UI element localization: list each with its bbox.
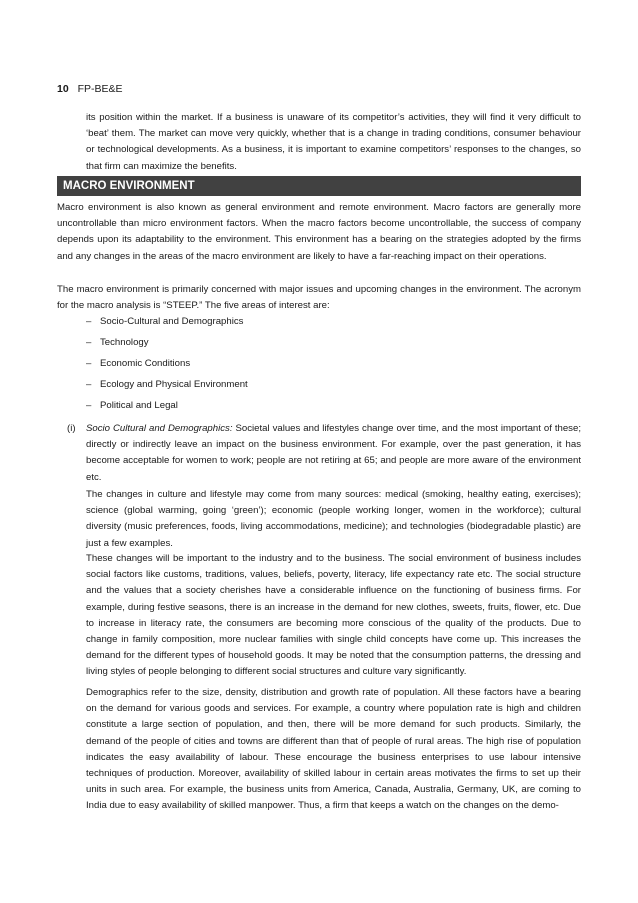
page-number: 10 [57,83,69,95]
list-item: – Technology [86,337,149,348]
section-heading-banner [57,176,581,196]
list-item: – Political and Legal [86,400,178,411]
culture-changes-paragraph: The changes in culture and lifestyle may come from many sources: medical (smoking, healthy eating, exercises); science (global warming, going ‘green’); economic (people working longer, women in the workforce); cultural diversity (music preferences, foods, living accommodations, medicine); and technologies (biodegradable plastic) are just a few examples. [86,489,581,549]
steep-intro-paragraph: The macro environment is primarily concerned with major issues and upcoming changes in the environment. The acronym for the macro analysis is “STEEP.” The five areas of interest are: [57,284,581,312]
list-item: – Ecology and Physical Environment [86,379,248,390]
item-text: Societal values and lifestyles change over time, and the most important of these; directly or indirectly leave an impact on the business environment. For example, over the past generation, it has become acceptable for women to work; people are not retiring at 65; and people are more aware of the environment etc. [86,423,581,483]
item-marker: (i) [67,423,76,434]
demographics-paragraph: Demographics refer to the size, density, distribution and growth rate of population. All these factors have a bearing on the demand for various goods and services. For example, a country where population rate is high and children constitute a large section of population, and then, there will be more demand for such products. Similarly, the demand of the people of cities and towns are different than that of people of rural areas. The high rise of population indicates the easy availability of labour. These encourage the business enterprises to use labour intensive techniques of production. Moreover, availability of skilled labour in certain areas motivates the firms to set up their units in such area. For example, the business units from America, Canada, Australia, Germany, UK, are coming to India due to easy availability of skilled manpower. Thus, a firm that keeps a watch on the changes on the demo- [86,687,581,812]
section-heading: MACRO ENVIRONMENT [63,180,195,192]
running-title: FP-BE&E [77,83,123,95]
page-header [57,83,123,95]
social-environment-paragraph: These changes will be important to the industry and to the business. The social environment of business includes social factors like customs, traditions, values, beliefs, poverty, literacy, life expectancy rate etc. The social structure and the values that a society cherishes have a considerable influence on the functioning of business firms. For example, during festive seasons, there is an increase in the demand for new clothes, sweets, fruits, flower, etc. Due to increase in literacy rate, the consumers are becoming more conscious of the quality of the products. Due to change in family composition, more nuclear families with single child concepts have come up. This increases the demand for the different types of household goods. It may be noted that the consumption patterns, the dressing and living styles of people belonging to different social structures and culture vary significantly. [86,553,581,678]
macro-definition-paragraph: Macro environment is also known as general environment and remote environment. Macro factors are generally more uncontrollable than micro environment factors. When the macro factors become uncontrollable, the success of company depends upon its adaptability to the environment. This environment has a bearing on the strategies adopted by the firms and any changes in the areas of the macro environment are likely to have a far-reaching impact on their operations. [57,202,581,262]
list-item: – Economic Conditions [86,358,191,369]
list-item: – Socio-Cultural and Demographics [86,316,244,327]
item-title: Socio Cultural and Demographics: [86,423,233,434]
intro-continuation-paragraph: its position within the market. If a business is unaware of its competitor’s activities, they will find it very difficult to ‘beat’ them. The market can move very quickly, whether that is a change in trading conditions, consumer behaviour or technological developments. As a business, it is important to examine competitors’ responses to the changes, so that firm can maximize the benefits. [86,112,581,172]
steep-list [86,314,248,419]
socio-cultural-paragraph [86,421,581,486]
